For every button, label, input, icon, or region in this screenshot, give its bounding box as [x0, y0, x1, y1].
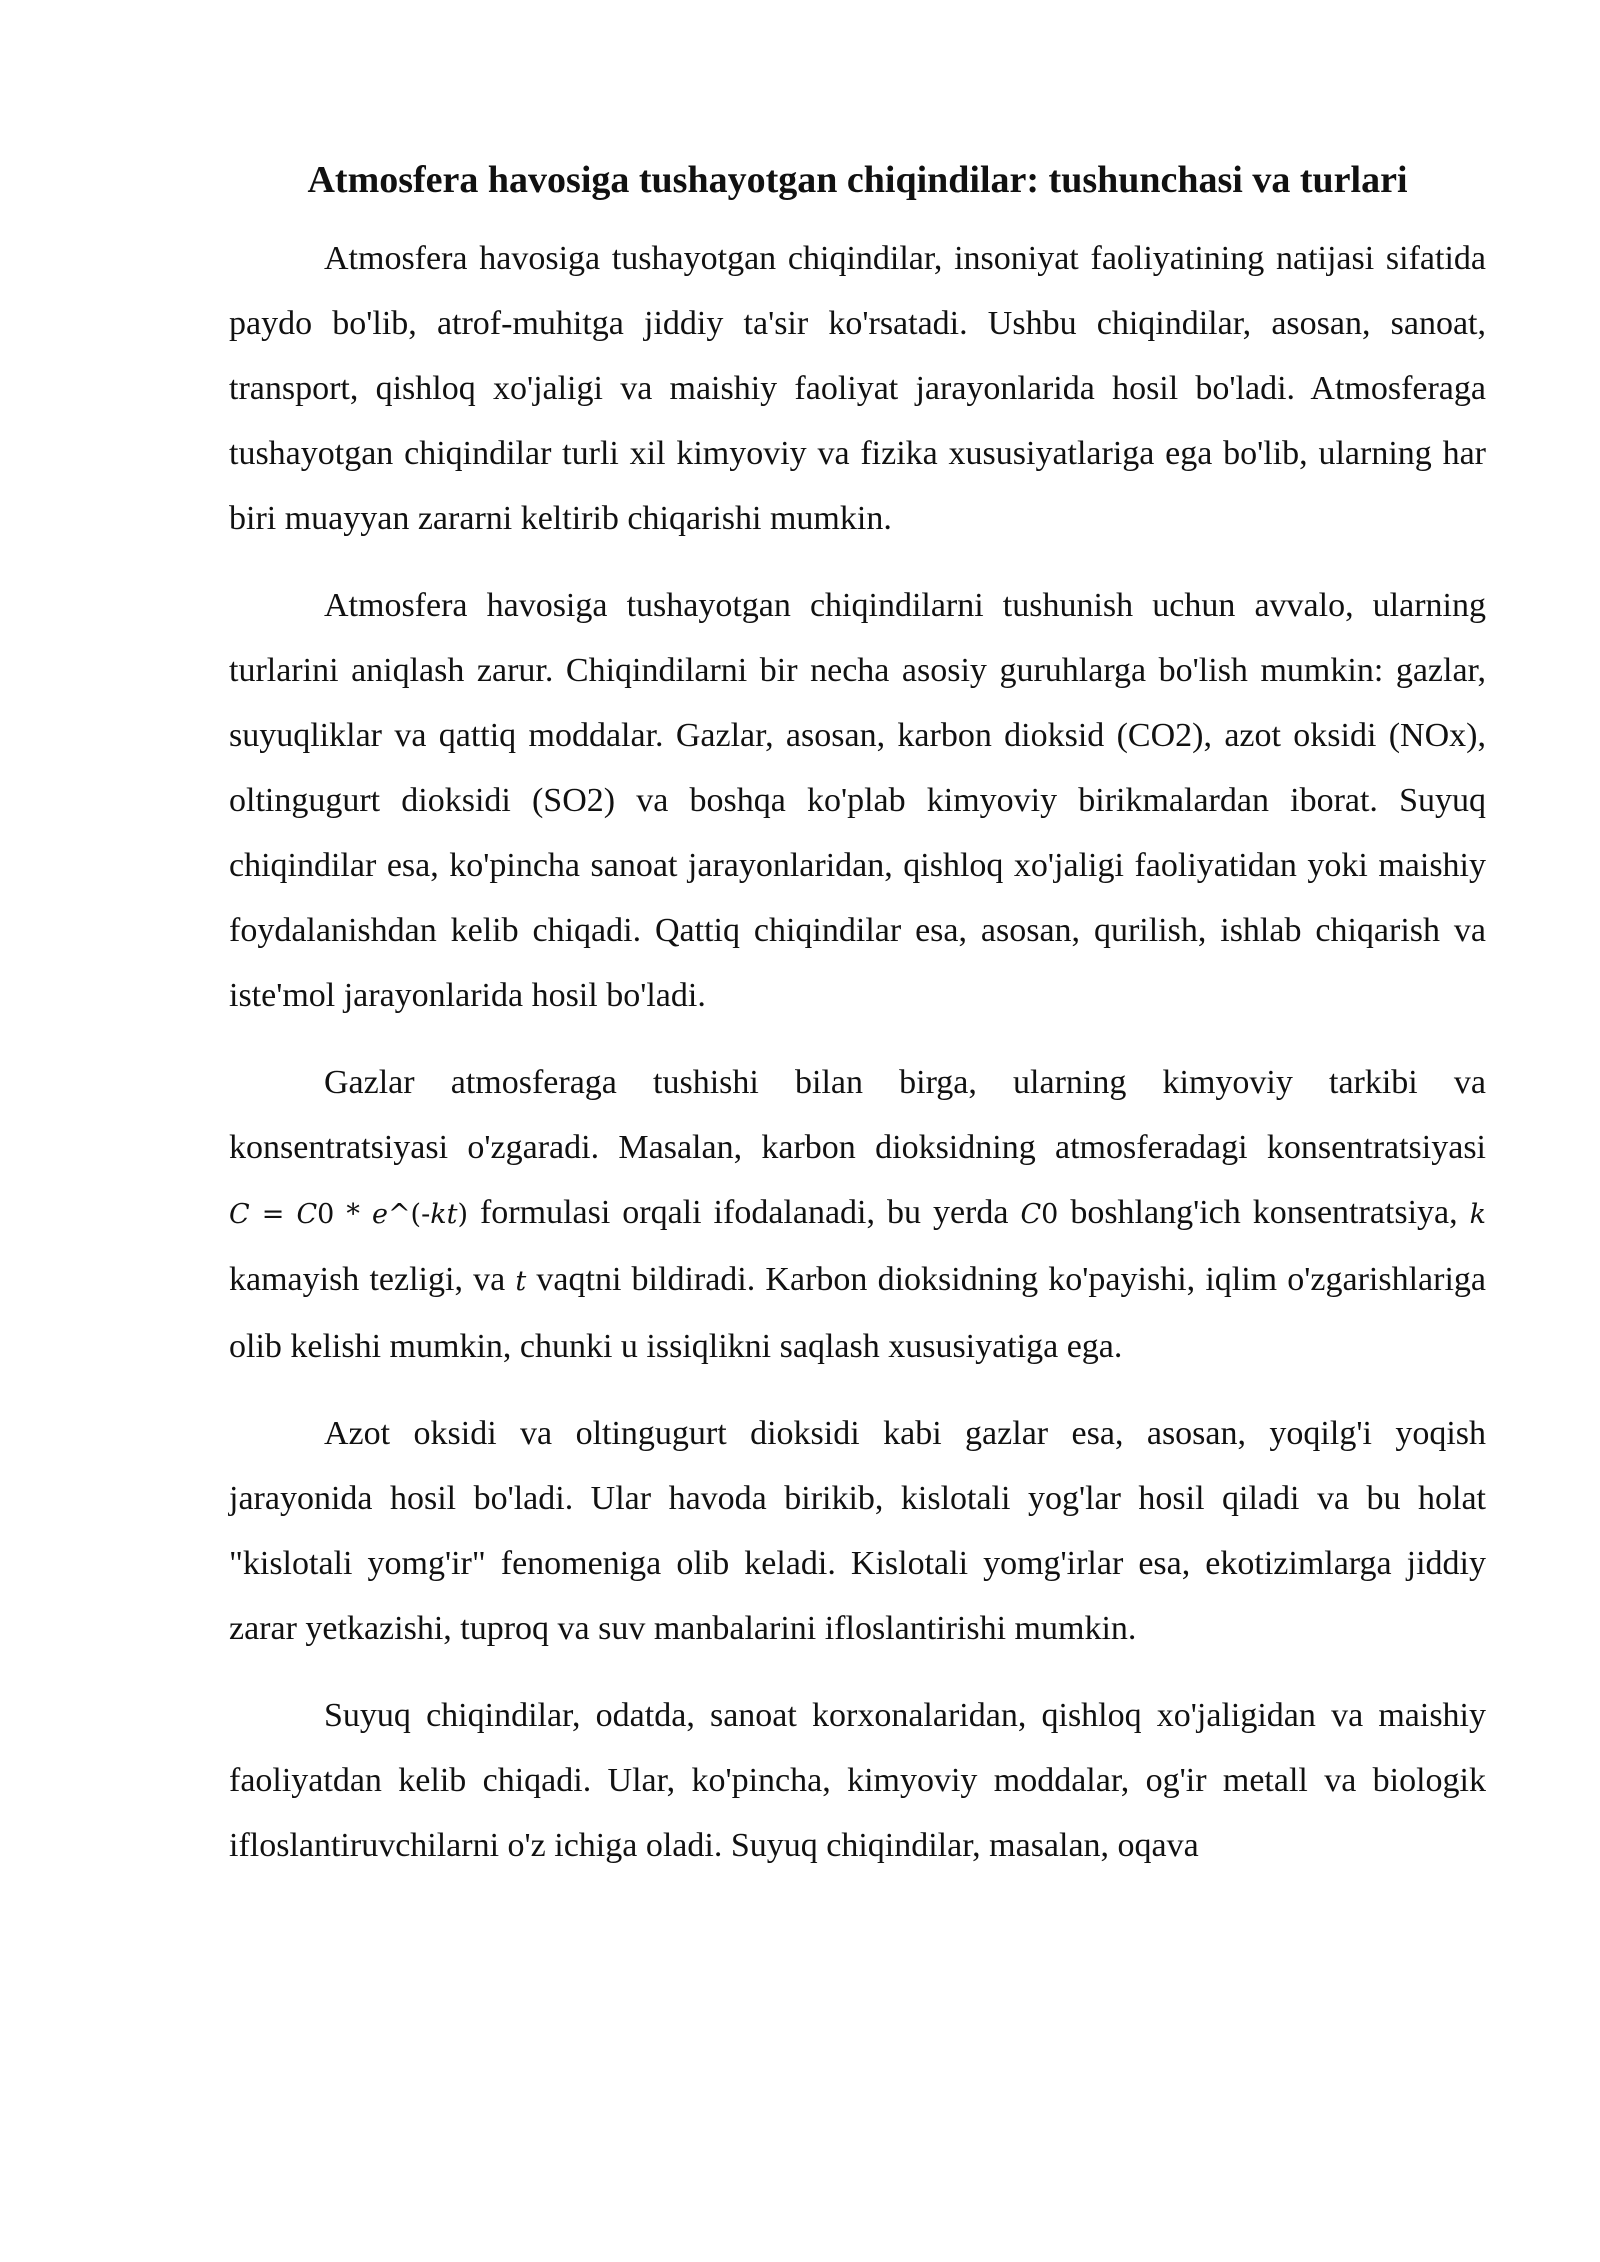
formula-power-open: ^(- [387, 1199, 431, 1230]
symbol-c0-c: C [1020, 1199, 1042, 1230]
paragraph-intro: Atmosfera havosiga tushayotgan chiqindilar, insoniyat faoliyatining natijasi sifatida paydo bo'lib, atrof-muhitga jiddiy ta'sir ko'rsatadi. Ushbu chiqindilar, asosan, sanoat, transport, qishloq xo'jaligi va maishiy faoliyat jarayonlarida hosil bo'ladi. Atmosferaga tushayotgan chiqindilar turli xil kimyoviy va fizika xususiyatlariga ega bo'lib, ularning har biri muayyan zararni keltirib chiqarishi mumkin. [229, 240, 1486, 537]
paragraph-liquid-waste: Suyuq chiqindilar, odatda, sanoat korxonalaridan, qishloq xo'jaligidan va maishiy faoliyatdan kelib chiqadi. Ular, ko'pincha, kimyoviy moddalar, og'ir metall va biologik ifloslantiruvchilarni o'z ichiga oladi. Suyuq chiqindilar, masalan, oqava [229, 1697, 1486, 1864]
document-title: Atmosfera havosiga tushayotgan chiqindilar: tushunchasi va turlari [307, 159, 1408, 201]
formula-c0-c: C [296, 1199, 318, 1230]
formula-power-close: ) [457, 1199, 468, 1230]
symbol-t: t [515, 1266, 527, 1297]
formula-c0-zero: 0 [317, 1199, 335, 1230]
paragraph-gases-formula [229, 1050, 1486, 1379]
symbol-c0 [1020, 1199, 1058, 1230]
formula-equals: = [249, 1199, 297, 1230]
paragraph-text: Gazlar atmosferaga tushishi bilan birga, ularning kimyoviy tarkibi va konsentratsiyasi o'zgaradi. Masalan, karbon dioksidning atmosferadagi konsentratsiyasi [229, 1064, 1486, 1166]
symbol-c0-zero: 0 [1041, 1199, 1059, 1230]
formula-kt: kt [430, 1199, 458, 1230]
paragraph-text: kamayish tezligi, va [229, 1261, 516, 1298]
paragraph-text: formulasi orqali ifodalanadi, bu yerda [467, 1194, 1021, 1231]
paragraph-text: boshlang'ich konsentratsiya, [1058, 1194, 1470, 1231]
formula [229, 1199, 468, 1230]
formula-c: C [229, 1199, 250, 1230]
symbol-k: k [1469, 1199, 1486, 1230]
document-page [229, 150, 1486, 1900]
formula-times: * [334, 1199, 372, 1230]
paragraph-acid-rain: Azot oksidi va oltingugurt dioksidi kabi gazlar esa, asosan, yoqilg'i yoqish jarayonida hosil bo'ladi. Ular havoda birikib, kislotali yog'lar hosil qiladi va bu holat "kislotali yomg'ir" fenomeniga olib keladi. Kislotali yomg'irlar esa, ekotizimlarga jiddiy zarar yetkazishi, tuproq va suv manbalarini ifloslantirishi mumkin. [229, 1415, 1486, 1647]
formula-e: e [371, 1199, 388, 1230]
paragraph-text: vaqtni bildiradi. Karbon dioksidning ko'payishi, iqlim o'zgarishlariga olib kelishi mumkin, chunki u issiqlikni saqlash xususiyatiga ega. [229, 1261, 1486, 1365]
paragraph-types: Atmosfera havosiga tushayotgan chiqindilarni tushunish uchun avvalo, ularning turlarini aniqlash zarur. Chiqindilarni bir necha asosiy guruhlarga bo'lish mumkin: gazlar, suyuqliklar va qattiq moddalar. Gazlar, asosan, karbon dioksid (CO2), azot oksidi (NOx), oltingugurt dioksidi (SO2) va boshqa ko'plab kimyoviy birikmalardan iborat. Suyuq chiqindilar esa, ko'pincha sanoat jarayonlaridan, qishloq xo'jaligi faoliyatidan yoki maishiy foydalanishdan kelib chiqadi. Qattiq chiqindilar esa, asosan, qurilish, ishlab chiqarish va iste'mol jarayonlarida hosil bo'ladi. [229, 587, 1486, 1014]
